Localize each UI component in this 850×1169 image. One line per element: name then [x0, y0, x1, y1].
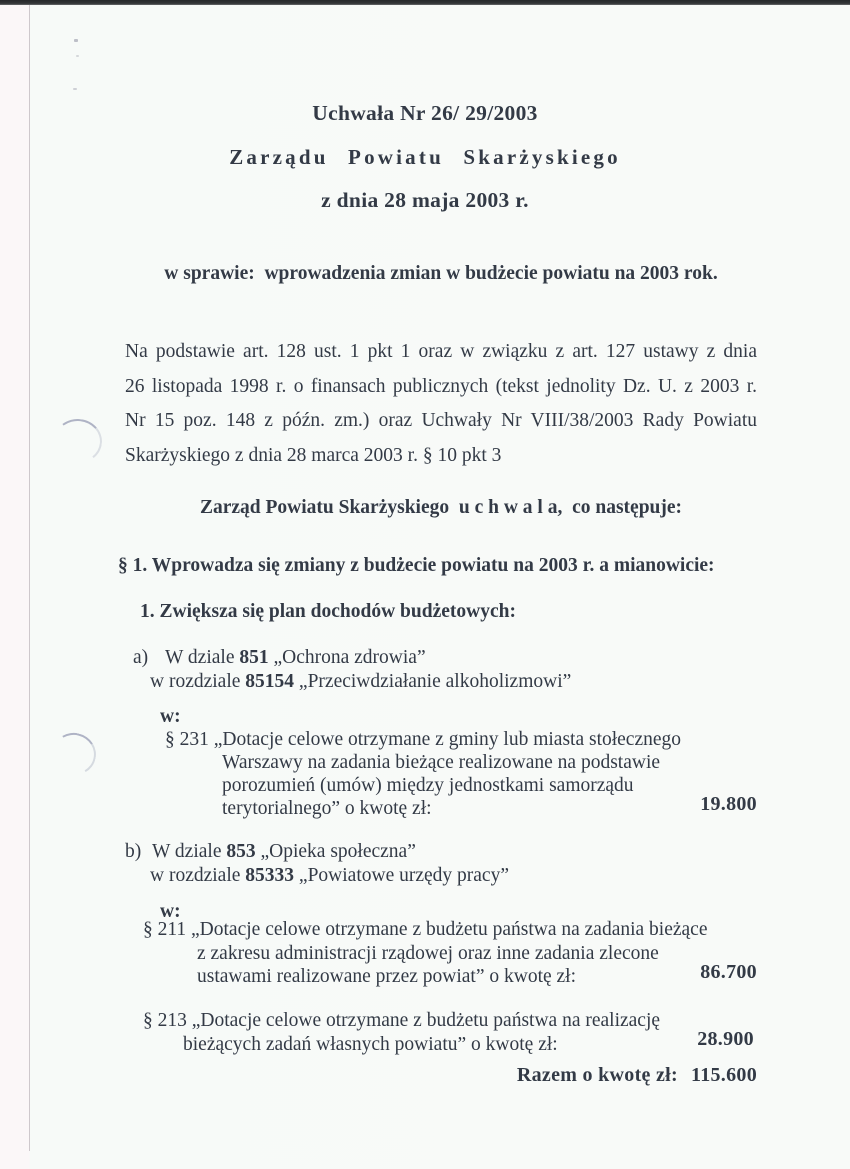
doc-title-line-1: Uchwała Nr 26/ 29/2003	[312, 101, 538, 125]
resolution-clause: Zarząd Powiatu Skarżyskiego u c h w a l a, co następuje:	[199, 497, 683, 518]
item-b-rozdzial-line	[150, 865, 509, 888]
legal-basis-line-3: Nr 15 poz. 148 z późn. zm.) oraz Uchwały Nr VIII/38/2003 Rady Powiatu	[125, 410, 757, 431]
item-a-dzial-code: 851	[239, 647, 269, 668]
par-211-line-1: § 211 „Dotacje celowe otrzymane z budżetu państwa na zadania bieżące	[143, 919, 708, 940]
hole-punch-mark-bottom	[48, 728, 101, 779]
item-a-dzial-line	[165, 647, 426, 670]
scan-speck	[73, 88, 77, 90]
item-b-dzial-label: W dziale	[152, 841, 227, 862]
doc-title-line-3: z dnia 28 maja 2003 r.	[321, 188, 529, 212]
par-231-line-4: terytorialnego” o kwotę zł:	[222, 798, 432, 819]
list-item-1-heading: 1. Zwiększa się plan dochodów budżetowych:	[140, 601, 516, 622]
par-231-amount: 19.800	[700, 793, 757, 815]
par-231-line-1: § 231 „Dotacje celowe otrzymane z gminy lub miasta stołecznego	[165, 729, 682, 750]
item-a-w-label: w:	[160, 706, 181, 727]
item-b-rozdzial-label: w rozdziale	[150, 865, 246, 886]
legal-basis-line-4: Skarżyskiego z dnia 28 marca 2003 r. § 10 pkt 3	[125, 445, 502, 466]
par-213-amount: 28.900	[697, 1028, 754, 1050]
subject-line: w sprawie: wprowadzenia zmian w budżecie powiatu na 2003 rok.	[164, 263, 718, 284]
par-211-line-3: ustawami realizowane przez powiat” o kwotę zł:	[197, 966, 577, 987]
item-b-dzial-code: 853	[226, 841, 256, 862]
doc-title-line-2: Zarządu Powiatu Skarżyskiego	[229, 145, 621, 169]
scan-page-edge-line	[29, 5, 30, 1151]
scan-speck	[76, 55, 79, 57]
total-row	[517, 1064, 757, 1087]
item-a-marker: a)	[133, 647, 149, 668]
item-a-rozdzial-label: w rozdziale	[150, 671, 246, 692]
par-231-line-2: Warszawy na zadania bieżące realizowane na podstawie	[222, 752, 661, 773]
legal-basis-line-1: Na podstawie art. 128 ust. 1 pkt 1 oraz w związku z art. 127 ustawy z dnia	[125, 341, 757, 362]
item-a-dzial-label: W dziale	[165, 647, 240, 668]
item-b-rozdzial-code: 85333	[245, 865, 295, 886]
item-a-rozdzial-line	[150, 671, 571, 694]
item-b-w-label: w:	[160, 901, 181, 922]
item-b-marker: b)	[125, 841, 142, 862]
item-a-dzial-name: „Ochrona zdrowia”	[268, 647, 426, 668]
item-b-dzial-name: „Opieka społeczna”	[255, 841, 416, 862]
par-213-line-2: bieżących zadań własnych powiatu” o kwotę zł:	[183, 1034, 558, 1055]
total-amount: 115.600	[691, 1064, 757, 1086]
hole-punch-mark-top	[52, 417, 104, 466]
par-211-line-2: z zakresu administracji rządowej oraz inne zadania zlecone	[197, 943, 659, 964]
scan-top-edge	[0, 0, 850, 5]
scan-speck	[74, 39, 78, 42]
total-label: Razem o kwotę zł:	[516, 1064, 678, 1086]
par-231-line-3: porozumień (umów) między jednostkami samorządu	[222, 775, 634, 796]
par-211-amount: 86.700	[700, 961, 757, 983]
legal-basis-line-2: 26 listopada 1998 r. o finansach publicznych (tekst jednolity Dz. U. z 2003 r.	[125, 376, 757, 397]
par-213-line-1: § 213 „Dotacje celowe otrzymane z budżetu państwa na realizację	[143, 1010, 661, 1031]
item-b-dzial-line	[152, 841, 416, 864]
item-b-rozdzial-name: „Powiatowe urzędy pracy”	[294, 865, 509, 886]
item-a-rozdzial-name: „Przeciwdziałanie alkoholizmowi”	[294, 671, 572, 692]
section-1-heading: § 1. Wprowadza się zmiany z budżecie powiatu na 2003 r. a mianowicie:	[118, 555, 715, 576]
item-a-rozdzial-code: 85154	[245, 671, 295, 692]
